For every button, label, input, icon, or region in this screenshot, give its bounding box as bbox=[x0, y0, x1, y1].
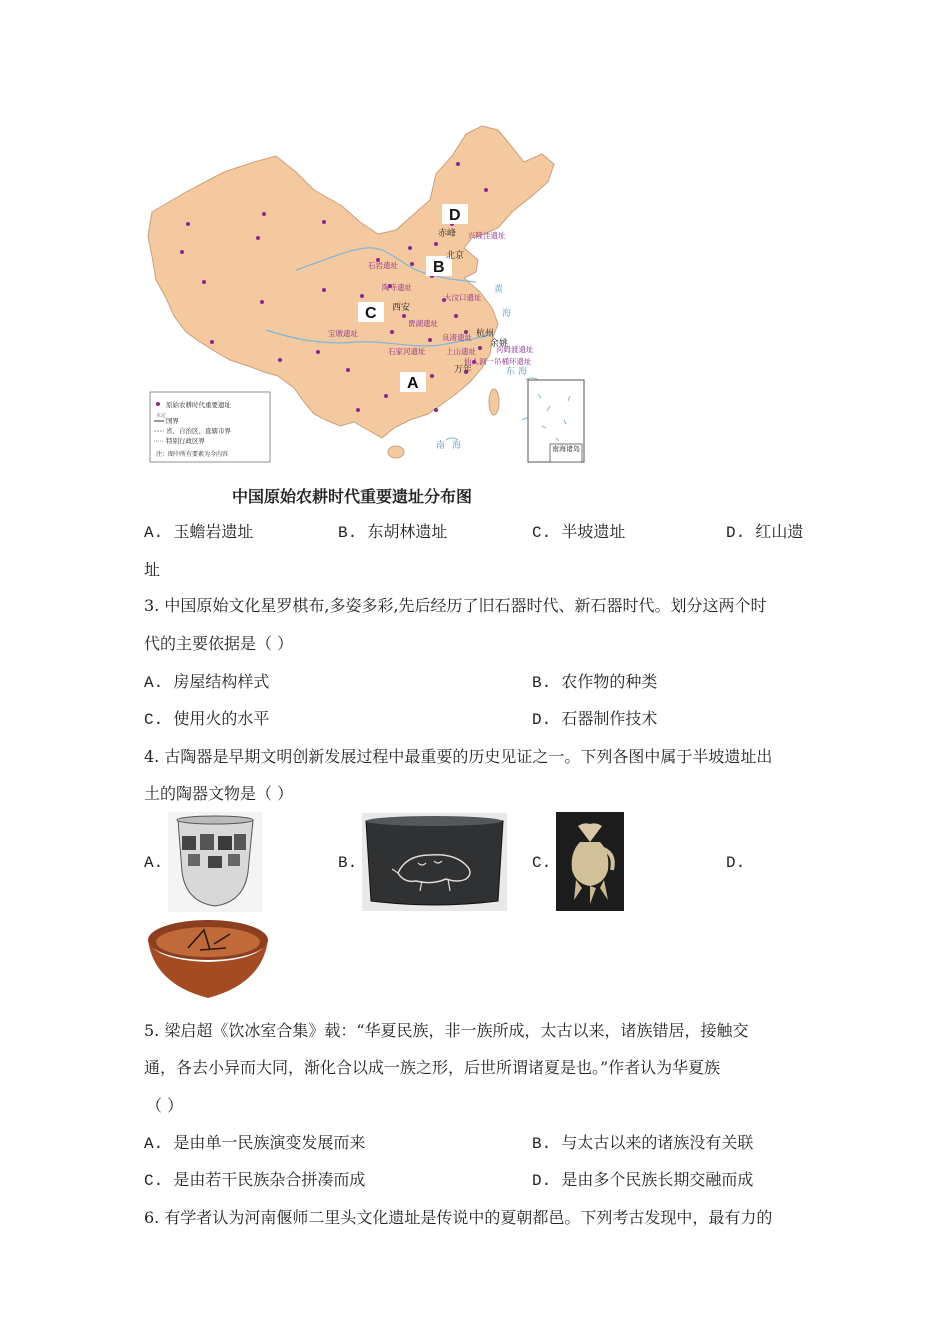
q4-stem-line2: 土的陶器文物是（ ） bbox=[144, 784, 294, 803]
legend-item: 省、自治区、直辖市界 bbox=[166, 427, 231, 435]
q4-image-b-boar-pot[interactable] bbox=[362, 813, 507, 911]
site-label: 兴隆洼遗址 bbox=[468, 231, 506, 240]
q2-option-b[interactable] bbox=[338, 522, 447, 543]
legend-note: 注：图中所有要素为今内容 bbox=[156, 451, 229, 458]
q4-image-a-pottery-jar[interactable] bbox=[168, 812, 263, 912]
city-label: 杭州 bbox=[476, 329, 495, 339]
q5-stem-line3: （ ） bbox=[146, 1096, 184, 1115]
q2-option-d-wrap: 址 bbox=[144, 560, 161, 579]
map-figure bbox=[146, 120, 591, 465]
legend-item: 国界 bbox=[166, 417, 179, 425]
city-label: 万年 bbox=[454, 365, 473, 375]
q4-label-c[interactable]: C. bbox=[532, 854, 552, 872]
q2-option-d[interactable] bbox=[726, 522, 803, 543]
sea-label: 南 bbox=[436, 441, 446, 451]
option-letter: C. bbox=[532, 524, 552, 542]
site-label: 宝墩遗址 bbox=[328, 329, 358, 338]
site-label: 上山遗址 bbox=[446, 347, 476, 356]
region-letter-d: D bbox=[449, 207, 461, 224]
option-letter: A. bbox=[144, 524, 164, 542]
option-text: 使用火的水平 bbox=[173, 709, 270, 728]
legend-prefix: 未定 bbox=[156, 413, 167, 419]
option-letter: C. bbox=[144, 711, 164, 729]
q3-stem-line1: 3. 中国原始文化星罗棋布,多姿多彩,先后经历了旧石器时代、新石器时代。划分这两个时 bbox=[144, 596, 767, 615]
option-text: 与太古以来的诸族没有关联 bbox=[561, 1133, 754, 1152]
city-label: 西安 bbox=[392, 303, 411, 313]
option-text: 房屋结构样式 bbox=[173, 672, 270, 691]
option-text: 石器制作技术 bbox=[561, 709, 658, 728]
site-label: 仙人洞一吊桶环遗址 bbox=[464, 357, 532, 366]
map-legend bbox=[150, 392, 270, 462]
option-letter: D. bbox=[532, 711, 552, 729]
q5-stem-line2: 通，各去小异而大同，渐化合以成一族之形，后世所谓诸夏是也。”作者认为华夏族 bbox=[144, 1058, 721, 1077]
option-letter: B. bbox=[338, 524, 358, 542]
site-label: 贾湖遗址 bbox=[408, 319, 438, 328]
option-text: 农作物的种类 bbox=[561, 672, 658, 691]
option-text: 东胡林遗址 bbox=[367, 522, 448, 541]
option-letter: A. bbox=[144, 674, 164, 692]
q6-stem-line1: 6. 有学者认为河南偃师二里头文化遗址是传说中的夏朝都邑。下列考古发现中，最有力的 bbox=[144, 1208, 773, 1227]
q3-option-b[interactable] bbox=[532, 672, 657, 693]
option-letter: B. bbox=[532, 674, 552, 692]
option-letter: D. bbox=[532, 1172, 552, 1190]
q5-option-d[interactable] bbox=[532, 1170, 753, 1191]
q2-option-a[interactable] bbox=[144, 522, 253, 543]
site-label: 石家河遗址 bbox=[388, 347, 426, 356]
city-label: 北京 bbox=[446, 251, 465, 261]
q5-option-b[interactable] bbox=[532, 1133, 753, 1154]
q5-option-a[interactable] bbox=[144, 1133, 365, 1154]
q3-option-a[interactable] bbox=[144, 672, 269, 693]
option-text: 是由若干民族杂合拼凑而成 bbox=[173, 1170, 366, 1189]
option-text: 红山遗 bbox=[755, 522, 804, 541]
inset-label: 南海诸岛 bbox=[552, 445, 580, 453]
region-letter-b: B bbox=[433, 259, 445, 276]
sea-label: 海 bbox=[518, 367, 528, 377]
q3-option-d[interactable] bbox=[532, 709, 657, 730]
site-label: 陶寺遗址 bbox=[382, 283, 412, 292]
map-caption: 中国原始农耕时代重要遗址分布图 bbox=[232, 487, 473, 506]
region-letter-a: A bbox=[407, 375, 419, 392]
option-letter: D. bbox=[726, 524, 746, 542]
q4-label-d[interactable]: D. bbox=[726, 854, 746, 872]
q4-label-b[interactable]: B. bbox=[338, 854, 358, 872]
legend-item: 特别行政区界 bbox=[166, 437, 205, 445]
q5-stem-line1: 5. 梁启超《饮冰室合集》载：“华夏民族，非一族所成，太古以来，诸族错居，接触交 bbox=[144, 1021, 749, 1040]
region-letter-c: C bbox=[365, 305, 377, 322]
q5-option-c[interactable] bbox=[144, 1170, 365, 1191]
china-map bbox=[146, 120, 591, 465]
legend-item: 原始农耕时代重要遗址 bbox=[166, 401, 231, 409]
q4-label-a[interactable]: A. bbox=[144, 854, 164, 872]
hainan-island bbox=[388, 446, 404, 458]
sea-label: 黄 bbox=[494, 285, 504, 295]
q4-stem-line1: 4. 古陶器是早期文明创新发展过程中最重要的历史见证之一。下列各图中属于半坡遗址出 bbox=[144, 747, 773, 766]
taiwan-island bbox=[489, 389, 499, 415]
city-label: 余姚 bbox=[490, 339, 509, 349]
option-text: 是由单一民族演变发展而来 bbox=[173, 1133, 366, 1152]
q2-option-c[interactable] bbox=[532, 522, 625, 543]
option-text: 玉蟾岩遗址 bbox=[173, 522, 254, 541]
sea-label: 海 bbox=[452, 441, 462, 451]
site-label: 大汶口遗址 bbox=[444, 293, 482, 302]
option-text: 是由多个民族长期交融而成 bbox=[561, 1170, 754, 1189]
q4-image-c-tripod-gui[interactable] bbox=[556, 812, 624, 911]
city-label: 赤峰 bbox=[438, 229, 457, 239]
option-letter: C. bbox=[144, 1172, 164, 1190]
option-letter: B. bbox=[532, 1135, 552, 1153]
sea-label: 东 bbox=[506, 367, 516, 377]
q3-stem-line2: 代的主要依据是（ ） bbox=[144, 634, 294, 653]
site-label: 河姆渡遗址 bbox=[496, 345, 534, 354]
sea-label: 海 bbox=[502, 309, 512, 319]
site-label: 石岩遗址 bbox=[368, 261, 398, 270]
option-text: 半坡遗址 bbox=[561, 522, 626, 541]
site-label: 良渚遗址 bbox=[442, 333, 472, 342]
q3-option-c[interactable] bbox=[144, 709, 269, 730]
q4-image-d-painted-basin[interactable] bbox=[144, 914, 272, 1004]
option-letter: A. bbox=[144, 1135, 164, 1153]
